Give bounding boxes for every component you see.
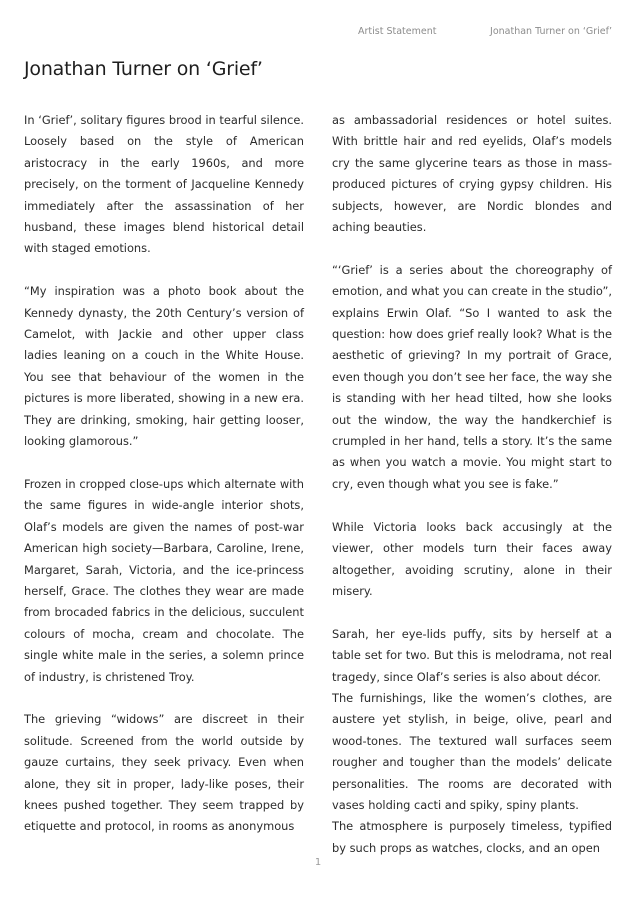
left-column [24, 110, 304, 838]
right-column [332, 110, 612, 859]
article-title: Jonathan Turner on ‘Grief’ [24, 58, 263, 80]
header-running-title: Jonathan Turner on ‘Grief’ [490, 26, 612, 37]
paragraph: Sarah, her eye-lids puffy, sits by herself at a table set for two. But this is melodrama, not real tragedy, since Olaf’s series is also about décor. [332, 626, 612, 684]
page-number: 1 [314, 857, 322, 868]
paragraph: In ‘Grief’, solitary figures brood in tearful silence. Loosely based on the style of American aristocracy in the early 1960s, and more precisely, on the torment of Jacqueline Kennedy immediately after the assassination of her husband, these images blend historical detail with staged emotions. [24, 113, 304, 256]
paragraph: The atmosphere is purposely timeless, typified by such props as watches, clocks, and an open [332, 819, 612, 855]
header-section-label: Artist Statement [358, 26, 437, 37]
paragraph: The grieving “widows” are discreet in their solitude. Screened from the world outside by gauze curtains, they seek privacy. Even when alone, they sit in proper, lady-like poses, their knees pushed together. They seem trapped by etiquette and protocol, in rooms as anonymous [24, 712, 304, 834]
paragraph: “‘Grief’ is a series about the choreography of emotion, and what you can create in the studio”, explains Erwin Olaf. “So I wanted to ask the question: how does grief really look? What is the aesthetic of grieving? In my portrait of Grace, even though you don’t see her face, the way she is standing with her head tilted, how she looks out the window, the way the handkerchief is crumpled in her hand, tells a story. It’s the same as when you watch a movie. You might start to cry, even though what you see is fake.” [332, 262, 612, 491]
paragraph: While Victoria looks back accusingly at the viewer, other models turn their faces away altogether, avoiding scrutiny, alone in their misery. [332, 519, 612, 598]
paragraph: as ambassadorial residences or hotel suites. With brittle hair and red eyelids, Olaf’s models cry the same glycerine tears as those in mass-produced pictures of crying gypsy children. His subjects, however, are Nordic blondes and aching beauties. [332, 113, 612, 235]
page-header [0, 26, 636, 40]
paragraph: “My inspiration was a photo book about the Kennedy dynasty, the 20th Century’s version of Camelot, with Jackie and other upper class ladies leaning on a couch in the White House. You see that behaviour of the women in the pictures is more liberated, showing in a new era. They are drinking, smoking, hair getting looser, looking glamorous.” [24, 284, 304, 449]
paragraph: Frozen in cropped close-ups which alternate with the same figures in wide-angle interior shots, Olaf’s models are given the names of post-war American high society—Barbara, Caroline, Irene, Margaret, Sarah, Victoria, and the ice-princess herself, Grace. The clothes they wear are made from brocaded fabrics in the delicious, succulent colours of mocha, cream and chocolate. The single white male in the series, a solemn prince of industry, is christened Troy. [24, 476, 304, 684]
paragraph: The furnishings, like the women’s clothes, are austere yet stylish, in beige, olive, pearl and wood-tones. The textured wall surfaces seem rougher and tougher than the models’ delicate personalities. The rooms are decorated with vases holding cacti and spiky, spiny plants. [332, 690, 612, 812]
